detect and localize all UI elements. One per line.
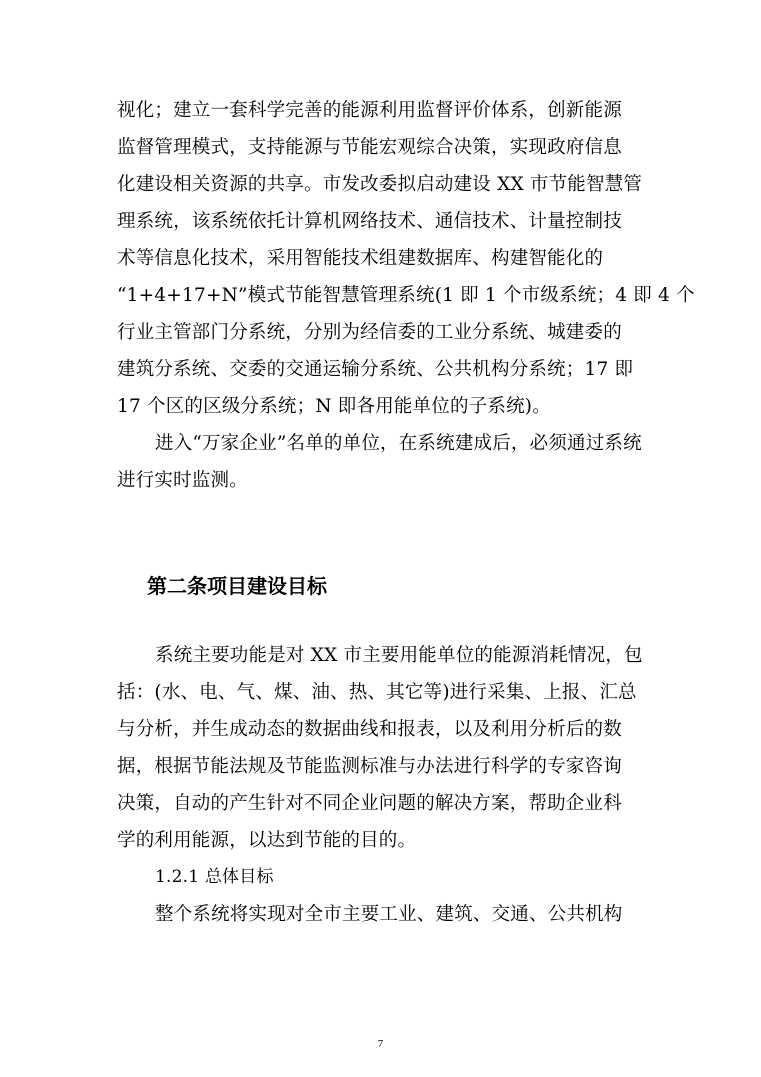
body-text-top	[117, 92, 695, 499]
paragraph-line: 行业主管部门分系统，分别为经信委的工业分系统、城建委的	[117, 322, 622, 343]
paragraph-line: “1+4+17+N”模式节能智慧管理系统(1 即 1 个市级系统；4 即 4 个	[117, 285, 695, 306]
paragraph-line: 学的利用能源，以达到节能的目的。	[117, 830, 417, 851]
paragraph-line: 化建设相关资源的共享。市发改委拟启动建设 XX 市节能智慧管	[117, 174, 643, 195]
page-number: 7	[377, 1038, 384, 1050]
paragraph-line: 监督管理模式，支持能源与节能宏观综合决策，实现政府信息	[117, 137, 622, 158]
paragraph-line: 与分析，并生成动态的数据曲线和报表，以及利用分析后的数	[117, 719, 622, 740]
paragraph-line: 进行实时监测。	[117, 470, 248, 491]
paragraph-line: 17 个区的区级分系统；N 即各用能单位的子系统)。	[117, 396, 551, 417]
subsection-heading: 1.2.1 总体目标	[155, 867, 274, 887]
paragraph-line: 整个系统将实现对全市主要工业、建筑、交通、公共机构	[155, 904, 623, 925]
paragraph-line: 系统主要功能是对 XX 市主要用能单位的能源消耗情况，包	[155, 645, 643, 666]
paragraph-line: 进入“万家企业”名单的单位，在系统建成后，必须通过系统	[155, 433, 642, 454]
body-text-bottom	[117, 637, 647, 933]
section-heading: 第二条项目建设目标	[147, 574, 327, 598]
paragraph-line: 决策，自动的产生针对不同企业问题的解决方案，帮助企业科	[117, 793, 622, 814]
paragraph-line: 据，根据节能法规及节能监测标准与办法进行科学的专家咨询	[117, 756, 622, 777]
paragraph-line: 理系统，该系统依托计算机网络技术、通信技术、计量控制技	[117, 211, 622, 232]
paragraph-line: 建筑分系统、交委的交通运输分系统、公共机构分系统；17 即	[117, 359, 634, 380]
paragraph-line: 术等信息化技术，采用智能技术组建数据库、构建智能化的	[117, 248, 604, 269]
paragraph-line: 视化；建立一套科学完善的能源利用监督评价体系，创新能源	[117, 100, 622, 121]
paragraph-line: 括：(水、电、气、煤、油、热、其它等)进行采集、上报、汇总	[117, 682, 637, 703]
